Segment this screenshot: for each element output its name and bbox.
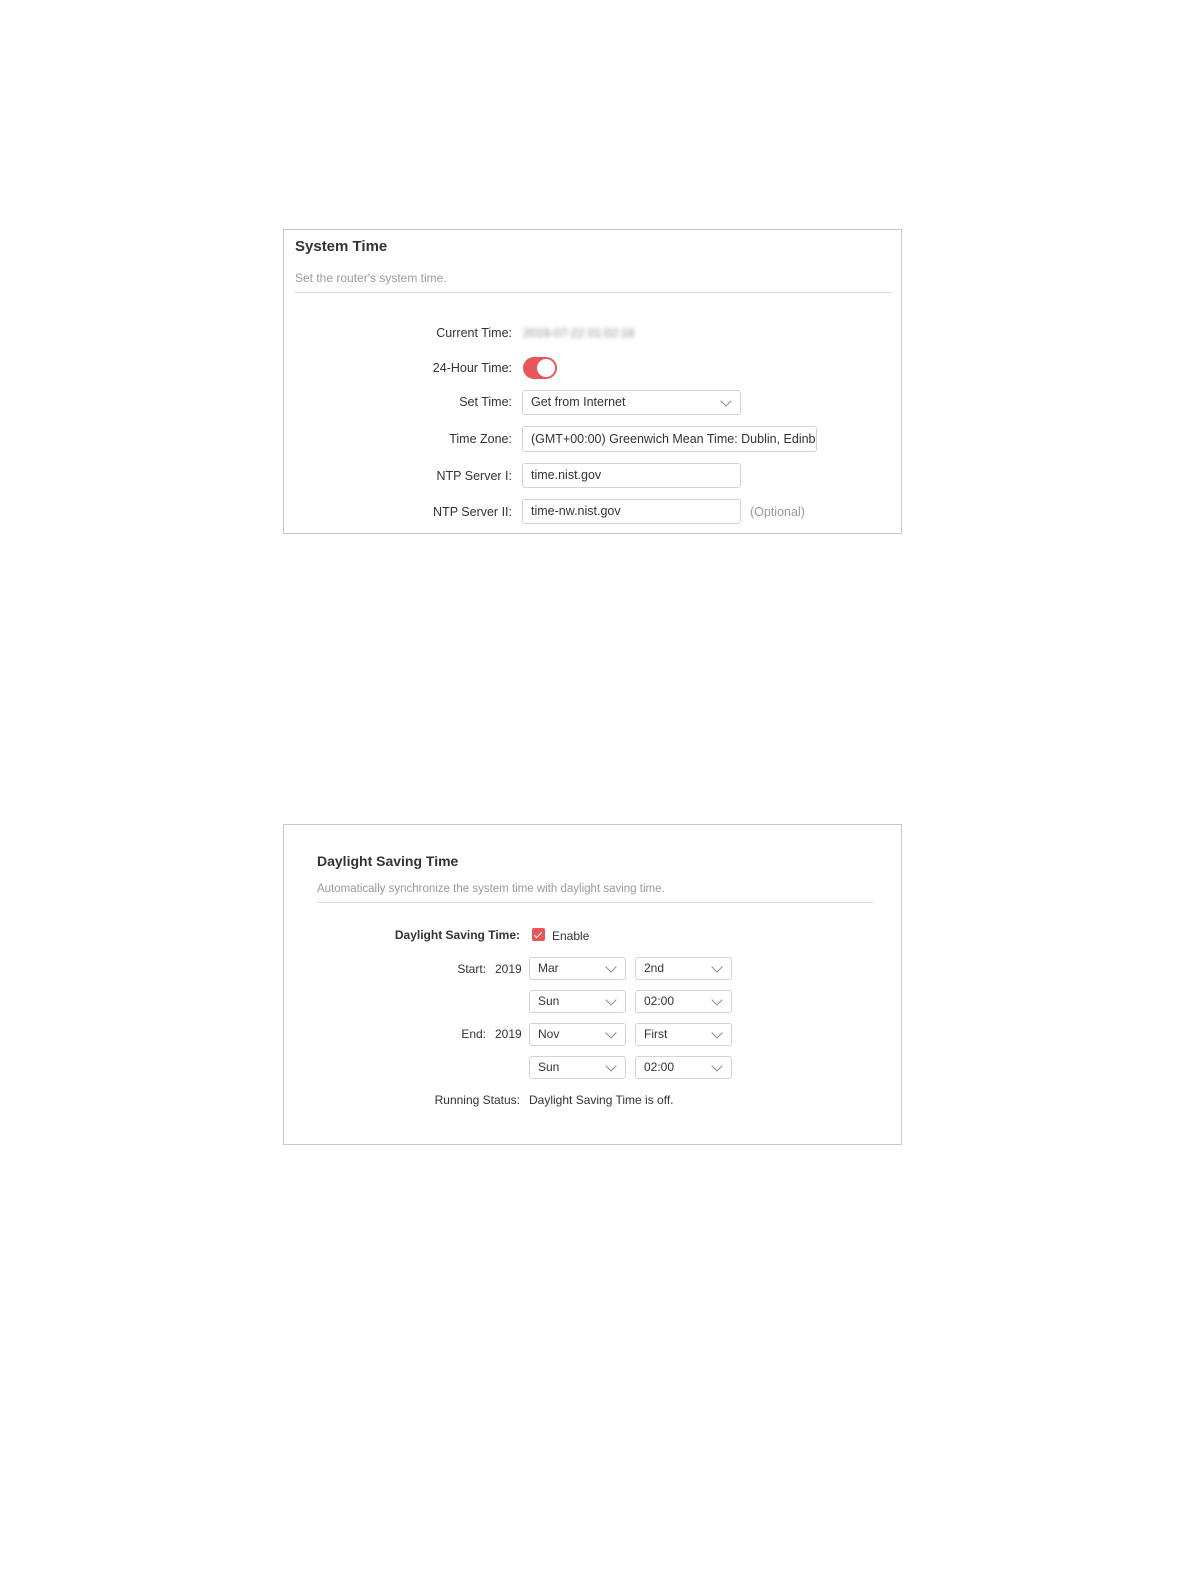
system-time-panel bbox=[283, 229, 902, 534]
end-week-value: First bbox=[644, 1027, 668, 1041]
system-time-divider bbox=[295, 292, 892, 293]
time-zone-label: Time Zone: bbox=[449, 432, 512, 446]
end-day-value: Sun bbox=[538, 1060, 560, 1074]
start-time-select[interactable] bbox=[635, 990, 732, 1013]
set-time-select[interactable] bbox=[522, 390, 741, 415]
time-zone-value: (GMT+00:00) Greenwich Mean Time: Dublin, Edinb bbox=[531, 432, 816, 446]
start-month-select[interactable] bbox=[529, 957, 626, 980]
start-year: 2019 bbox=[495, 962, 522, 976]
ntp-server-1-input[interactable] bbox=[522, 463, 741, 488]
start-week-select[interactable] bbox=[635, 957, 732, 980]
chevron-down-icon bbox=[711, 1060, 722, 1071]
chevron-down-icon bbox=[605, 1027, 616, 1038]
dst-title: Daylight Saving Time bbox=[317, 853, 459, 869]
hour24-toggle[interactable] bbox=[523, 357, 557, 379]
end-day-select[interactable] bbox=[529, 1056, 626, 1079]
running-status-label: Running Status: bbox=[434, 1093, 520, 1107]
chevron-down-icon bbox=[711, 994, 722, 1005]
dst-enable-label: Enable bbox=[552, 929, 590, 943]
end-month-select[interactable] bbox=[529, 1023, 626, 1046]
end-week-select[interactable] bbox=[635, 1023, 732, 1046]
chevron-down-icon bbox=[711, 961, 722, 972]
chevron-down-icon bbox=[605, 961, 616, 972]
current-time-value: 2019-07-22 01:02:18 bbox=[523, 326, 635, 340]
ntp-server-1-label: NTP Server I: bbox=[436, 469, 512, 483]
ntp-server-2-value: time-nw.nist.gov bbox=[531, 504, 621, 518]
set-time-value: Get from Internet bbox=[531, 395, 626, 409]
dst-description: Automatically synchronize the system time with daylight saving time. bbox=[317, 883, 665, 895]
dst-divider bbox=[317, 902, 873, 903]
ntp-server-2-label: NTP Server II: bbox=[433, 505, 512, 519]
check-icon bbox=[534, 929, 542, 937]
chevron-down-icon bbox=[605, 994, 616, 1005]
end-label: End: bbox=[461, 1027, 486, 1041]
daylight-saving-panel bbox=[283, 824, 902, 1145]
system-time-title: System Time bbox=[295, 238, 388, 255]
end-year: 2019 bbox=[495, 1027, 522, 1041]
time-zone-select[interactable] bbox=[522, 426, 817, 452]
running-status-value: Daylight Saving Time is off. bbox=[529, 1093, 674, 1107]
chevron-down-icon bbox=[720, 395, 731, 406]
dst-label: Daylight Saving Time: bbox=[394, 928, 520, 942]
start-week-value: 2nd bbox=[644, 961, 665, 975]
ntp-server-2-input[interactable] bbox=[522, 499, 741, 524]
ntp-server-2-hint: (Optional) bbox=[750, 505, 805, 519]
dst-enable-checkbox[interactable] bbox=[532, 928, 545, 941]
end-time-select[interactable] bbox=[635, 1056, 732, 1079]
start-month-value: Mar bbox=[538, 961, 559, 975]
start-time-value: 02:00 bbox=[644, 994, 675, 1008]
system-time-description: Set the router's system time. bbox=[295, 271, 447, 285]
end-time-value: 02:00 bbox=[644, 1060, 675, 1074]
end-month-value: Nov bbox=[538, 1027, 560, 1041]
ntp-server-1-value: time.nist.gov bbox=[531, 468, 602, 482]
current-time-label: Current Time: bbox=[436, 326, 512, 340]
start-day-value: Sun bbox=[538, 994, 560, 1008]
start-label: Start: bbox=[457, 962, 486, 976]
set-time-label: Set Time: bbox=[459, 395, 512, 409]
start-day-select[interactable] bbox=[529, 990, 626, 1013]
chevron-down-icon bbox=[711, 1027, 722, 1038]
toggle-knob bbox=[537, 359, 555, 377]
chevron-down-icon bbox=[605, 1060, 616, 1071]
hour24-label: 24-Hour Time: bbox=[432, 361, 512, 375]
